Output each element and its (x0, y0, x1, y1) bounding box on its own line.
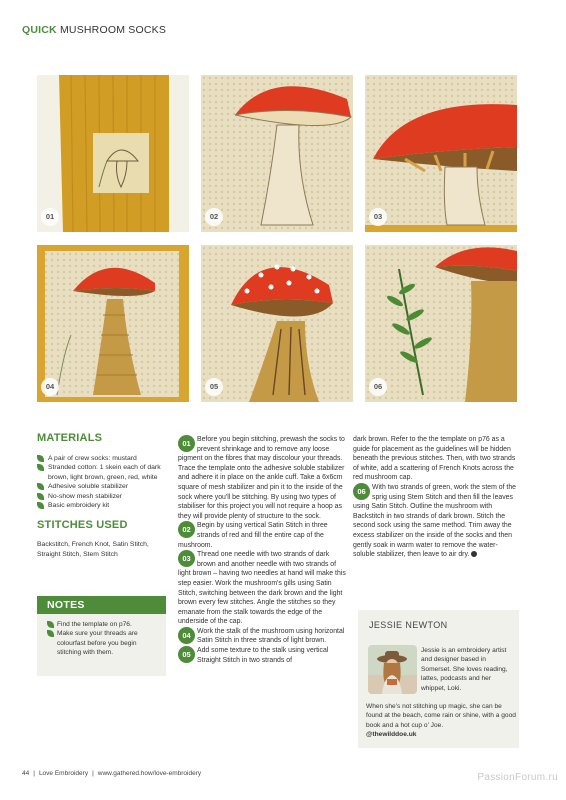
step-6: 06 With two strands of green, work the stem of the sprig using Stem Stitch and then fill the leaves using Satin Stitch. Outline the mushroom with Backstitch in two strands of dark brown. Stitch the second sock using the same method. Trim away the excess stabilizer on the inside of the socks and then gently soak in warm water to remove the water-soluble stabilizer, then leave to air dry. (353, 483, 517, 559)
magazine-url[interactable]: www.gathered.how/love-embroidery (97, 770, 202, 777)
step-number-badge: 06 (369, 378, 387, 396)
leaf-bullet-icon (37, 483, 44, 490)
step-1: 01 Before you begin stitching, prewash the socks to prevent shrinkage and to remove any loose pigment on the fibres that may discolour your threads. Trace the template onto the adhesive soluble stabilizer and adhere it in place on the ankle cuff. Take a 6x6cm square of mesh stabilizer and pin it to the inside of the sock where you'll be stitching. By using two types of stabiliser for this project you will not require a hoop as they will provide plenty of structure to the sock. (178, 436, 345, 520)
step-number-badge: 01 (178, 435, 195, 452)
list-item: Adhesive soluble stabilizer (37, 482, 170, 491)
notes-heading: NOTES (37, 596, 166, 614)
step-photo-4 (37, 245, 189, 402)
stitches-heading: STITCHES USED (37, 519, 128, 532)
step-5-continued: dark brown. Refer to the the template on p76 as a guide for placement as the guidelines will be hidden beneath the previous stitches. Then, with two strands of white, add a scattering of French Knots across the red mushroom cap. (353, 436, 516, 482)
bio-details: When she's not stitching up magic, she can be found at the beach, come rain or shine, with a good book and a hot cup o' Joe. (366, 703, 516, 729)
page-title: MUSHROOM SOCKS (59, 24, 167, 36)
notes-list (37, 614, 166, 657)
step-photo-2 (201, 75, 353, 232)
step-4: 04 Work the stalk of the mushroom using horizontal Satin Stitch in three strands of light brown. (178, 627, 346, 646)
step-number-badge: 05 (178, 646, 195, 663)
watermark: PassionForum.ru (477, 772, 558, 783)
step-number-badge: 03 (369, 208, 387, 226)
step-number-badge: 06 (353, 483, 370, 500)
step-number-badge: 05 (205, 378, 223, 396)
step-photo-6 (365, 245, 517, 402)
leaf-bullet-icon (47, 621, 54, 628)
step-number-badge: 01 (41, 208, 59, 226)
list-item: A pair of crew socks: mustard (37, 454, 170, 463)
step-3: 03 Thread one needle with two strands of dark brown and another needle with two strands of light brown – having two needles at hand will make this step easier. Work the mushroom's gills using Satin Stitch, switching between the dark brown and the light brown every few stitches. Angle the stitches so they emanate from the stalk towards the edge of the underside of the cap. (178, 551, 346, 626)
list-item: Stranded cotton: 1 skein each of dark brown, light brown, green, red, white (37, 463, 170, 482)
list-item: Make sure your threads are colourfast before you begin stitching with them. (47, 629, 158, 657)
leaf-bullet-icon (37, 493, 44, 500)
step-number-badge: 03 (178, 550, 195, 567)
step-2: 02 Begin by using vertical Satin Stitch in three strands of red and fill the entire cap of the mushroom. (178, 522, 328, 549)
list-item: No-show mesh stabilizer (37, 492, 170, 501)
instructions-column (178, 435, 346, 665)
step-photo-3 (365, 75, 517, 232)
instructions-column-continued (353, 435, 519, 560)
designer-bio (358, 610, 519, 748)
leaf-bullet-icon (37, 502, 44, 509)
step-5: 05 Add some texture to the stalk using vertical Straight Stitch in two strands of (178, 646, 346, 665)
step-number-badge: 02 (178, 521, 195, 538)
step-number-badge: 04 (41, 378, 59, 396)
materials-list (37, 454, 170, 510)
magazine-name: Love Embroidery (38, 770, 89, 777)
bio-intro: Jessie is an embroidery artist and designer based in Somerset. She loves reading, lattes, podcasts and her whippet, Loki. (421, 647, 508, 692)
step-number-badge: 04 (178, 627, 195, 644)
notes-box (37, 596, 166, 676)
designer-photo (368, 645, 417, 694)
materials-column (37, 432, 170, 560)
page-number: 44 (22, 770, 30, 777)
page-footer: 44 | Love Embroidery | www.gathered.how/love-embroidery (22, 770, 202, 777)
step-number-badge: 02 (205, 208, 223, 226)
section-label: QUICK (22, 24, 57, 36)
social-handle[interactable]: @thewilddoe.uk (366, 731, 417, 738)
list-item: Basic embroidery kit (37, 501, 170, 510)
leaf-bullet-icon (37, 455, 44, 462)
end-mark-icon (471, 551, 477, 557)
step-photo-1 (37, 75, 189, 232)
leaf-bullet-icon (47, 630, 54, 637)
list-item: Find the template on p76. (47, 620, 158, 629)
leaf-bullet-icon (37, 464, 44, 471)
designer-name: JESSIE NEWTON (369, 620, 448, 630)
materials-heading: MATERIALS (37, 432, 103, 444)
page-header (22, 24, 166, 36)
step-photo-5 (201, 245, 353, 402)
stitches-text: Backstitch, French Knot, Satin Stitch, Straight Stitch, Stem Stitch (37, 541, 149, 559)
